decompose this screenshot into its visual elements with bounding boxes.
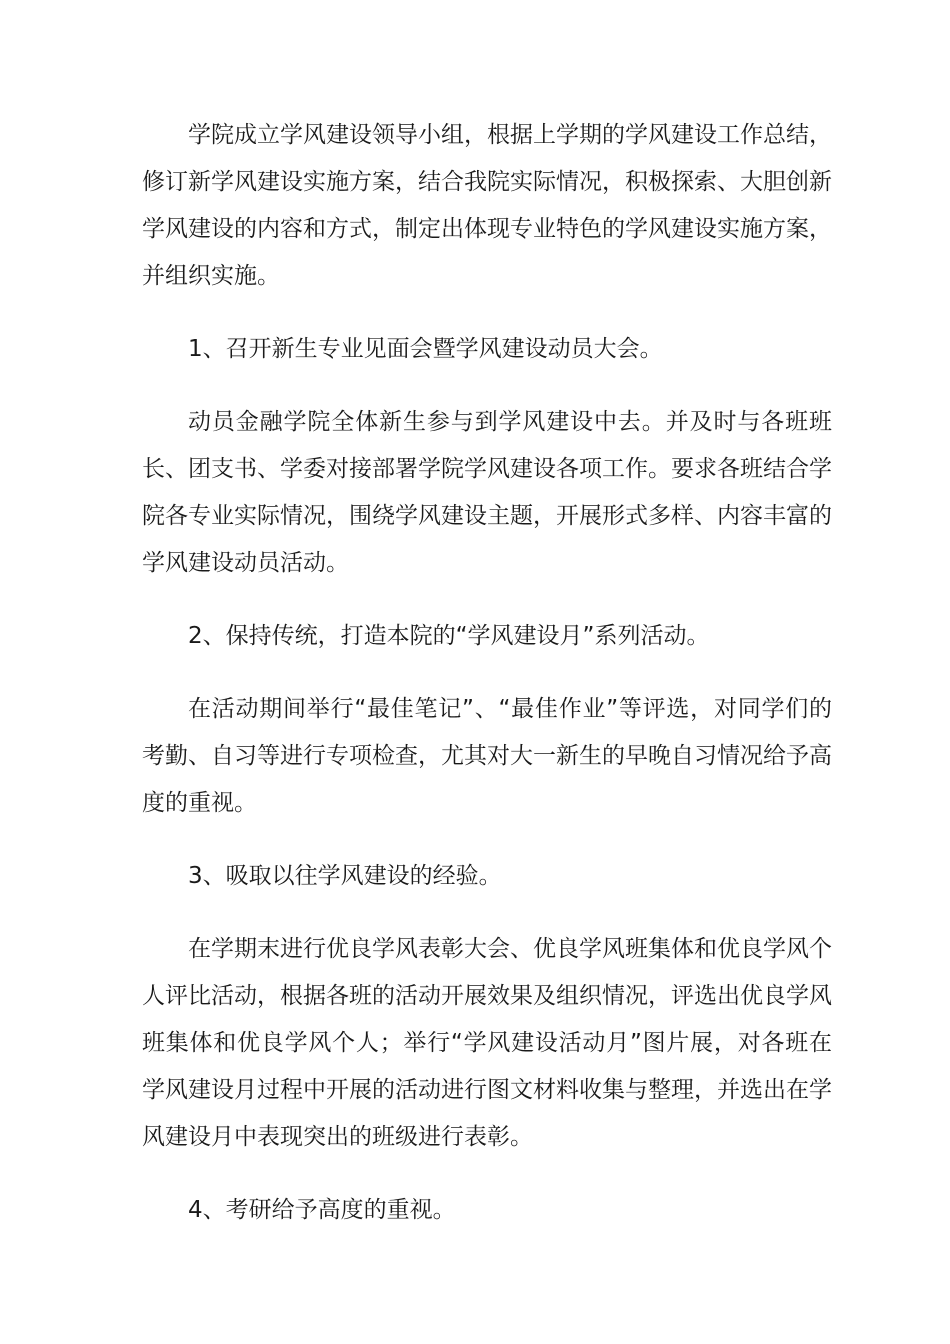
item-heading-4: 4、考研给予高度的重视。 (188, 1197, 456, 1223)
paragraph-item-1: 动员金融学院全体新生参与到学风建设中去。并及时与各班班长、团支书、学委对接部署学院学风建设各项工作。要求各班结合学院各专业实际情况，围绕学风建设主题，开展形式多样、内容丰富的学风建设动员活动。 (142, 409, 832, 576)
document-body (142, 112, 832, 1260)
item-heading-1: 1、召开新生专业见面会暨学风建设动员大会。 (188, 336, 663, 362)
paragraph-intro: 学院成立学风建设领导小组，根据上学期的学风建设工作总结，修订新学风建设实施方案，结合我院实际情况，积极探索、大胆创新学风建设的内容和方式，制定出体现专业特色的学风建设实施方案，并组织实施。 (142, 122, 832, 289)
item-heading-3: 3、吸取以往学风建设的经验。 (188, 863, 502, 889)
item-heading-2: 2、保持传统，打造本院的“学风建设月”系列活动。 (188, 623, 710, 649)
paragraph-item-2: 在活动期间举行“最佳笔记”、“最佳作业”等评选，对同学们的考勤、自习等进行专项检查，尤其对大一新生的早晚自习情况给予高度的重视。 (142, 696, 832, 816)
paragraph-item-3: 在学期末进行优良学风表彰大会、优良学风班集体和优良学风个人评比活动，根据各班的活动开展效果及组织情况，评选出优良学风班集体和优良学风个人；举行“学风建设活动月”图片展，对各班在学风建设月过程中开展的活动进行图文材料收集与整理，并选出在学风建设月中表现突出的班级进行表彰。 (142, 936, 832, 1150)
